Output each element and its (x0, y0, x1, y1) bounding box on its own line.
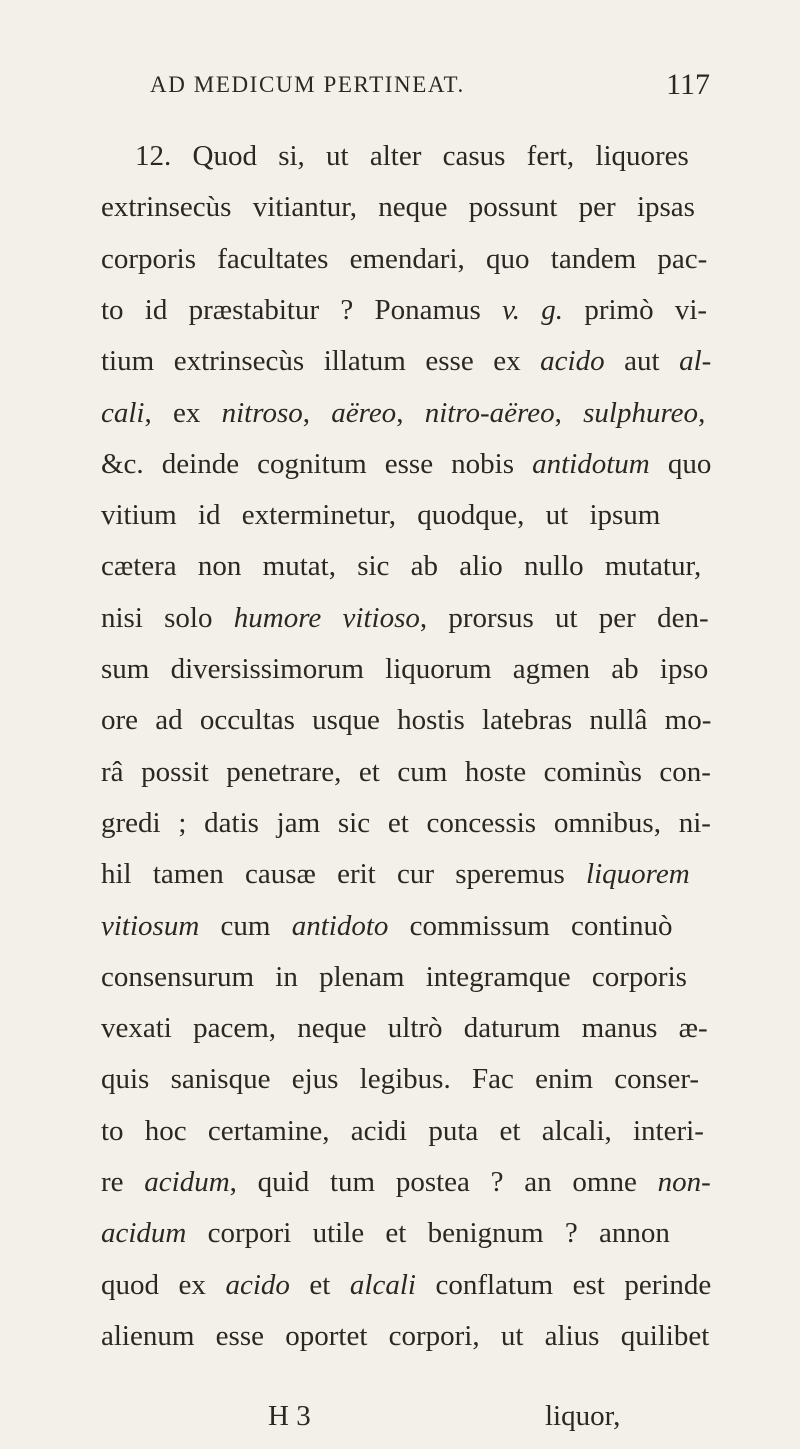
text-line (101, 1111, 704, 1151)
text-line (101, 393, 705, 433)
text-line (101, 1059, 699, 1099)
text-run: quod ex (101, 1268, 226, 1301)
text-run: gredi ; datis jam sic et concessis omnibus, ni- (101, 806, 711, 839)
text-run: vexati pacem, neque ultrò daturum manus æ- (101, 1012, 708, 1045)
text-run: aut (604, 345, 680, 378)
text-run: nisi solo (101, 601, 234, 634)
text-line (101, 1008, 708, 1048)
text-line (101, 700, 711, 740)
text-run: , (302, 396, 332, 429)
page-number: 117 (666, 68, 710, 101)
text-line (101, 1213, 670, 1253)
italic-term: sulphureo (583, 396, 699, 429)
catchword: liquor, (545, 1400, 621, 1432)
italic-term: al- (679, 345, 712, 378)
italic-term: non- (657, 1166, 711, 1198)
text-line (101, 906, 673, 946)
text-run: conflatum est perinde (415, 1268, 712, 1301)
italic-term: nitro-aëreo (424, 396, 555, 429)
running-head (150, 68, 710, 108)
text-line (101, 290, 707, 330)
running-head-title: AD MEDICUM PERTINEAT. (150, 72, 465, 97)
text-run: &c. deinde cognitum esse nobis (101, 447, 533, 480)
text-line (101, 1162, 711, 1202)
text-run: cætera non mutat, sic ab alio nullo mutatur, (101, 550, 702, 583)
italic-term: v. g. (502, 293, 564, 326)
italic-term: humore vitioso (233, 601, 420, 634)
italic-term: acidum (101, 1217, 187, 1250)
text-run: extrinsecùs vitiantur, neque possunt per ipsas (101, 191, 695, 224)
text-line (101, 803, 711, 843)
italic-term: acidum (144, 1166, 230, 1198)
text-run: commissum continuò (388, 909, 673, 942)
text-run: , (698, 396, 706, 429)
text-line (101, 752, 711, 792)
text-line (135, 136, 689, 176)
italic-term: acido (540, 345, 605, 378)
text-line (101, 1316, 709, 1356)
text-run: hil tamen causæ erit cur speremus (101, 858, 587, 891)
text-line (101, 546, 701, 586)
text-line (101, 957, 687, 997)
italic-term: liquorem (586, 858, 690, 891)
text-run: corpori utile et benignum ? annon (186, 1217, 670, 1250)
text-run: , (554, 396, 584, 429)
text-run: primò vi- (563, 293, 708, 326)
text-run: alienum esse oportet corpori, ut alius quilibet (101, 1319, 710, 1352)
text-line (101, 187, 695, 227)
text-run: consensurum in plenam integramque corporis (101, 960, 687, 993)
text-run: cum (199, 909, 292, 942)
italic-term: antidoto (291, 909, 389, 942)
text-run: to hoc certamine, acidi puta et alcali, interi- (101, 1114, 704, 1147)
italic-term: vitiosum (101, 909, 200, 942)
text-run: 12. Quod si, ut alter casus fert, liquores (135, 140, 689, 172)
text-run: sum diversissimorum liquorum agmen ab ipso (101, 653, 709, 685)
text-run: corporis facultates emendari, quo tandem pac- (101, 242, 708, 275)
text-run: vitium id exterminetur, quodque, ut ipsum (101, 499, 661, 532)
text-run: quis sanisque ejus legibus. Fac enim conser- (101, 1063, 700, 1096)
text-line (101, 854, 690, 894)
text-run: ore ad occultas usque hostis latebras nullâ mo- (101, 704, 712, 737)
italic-term: acido (225, 1268, 290, 1301)
italic-term: cali (101, 396, 145, 429)
text-run: quo (649, 447, 712, 480)
italic-term: antidotum (532, 447, 650, 480)
italic-term: alcali (349, 1268, 416, 1301)
text-line (101, 444, 711, 484)
text-run: tium extrinsecùs illatum esse ex (101, 345, 541, 378)
text-line (101, 341, 711, 381)
text-run: re (101, 1166, 145, 1198)
text-run: , (396, 396, 425, 429)
text-run: , ex (144, 396, 222, 429)
text-run: et (289, 1268, 350, 1301)
text-run: , prorsus ut per den- (419, 601, 709, 634)
italic-term: aëreo (331, 396, 397, 429)
text-line (101, 598, 709, 638)
text-line (101, 239, 707, 279)
text-line (101, 495, 660, 535)
italic-term: nitroso (221, 396, 303, 429)
text-line (101, 649, 708, 689)
text-line (101, 1265, 711, 1305)
text-run: , quid tum postea ? an omne (229, 1166, 658, 1198)
signature-mark: H 3 (268, 1400, 311, 1432)
text-run: to id præstabitur ? Ponamus (101, 293, 503, 326)
text-run: râ possit penetrare, et cum hoste cominùs con- (101, 755, 711, 788)
